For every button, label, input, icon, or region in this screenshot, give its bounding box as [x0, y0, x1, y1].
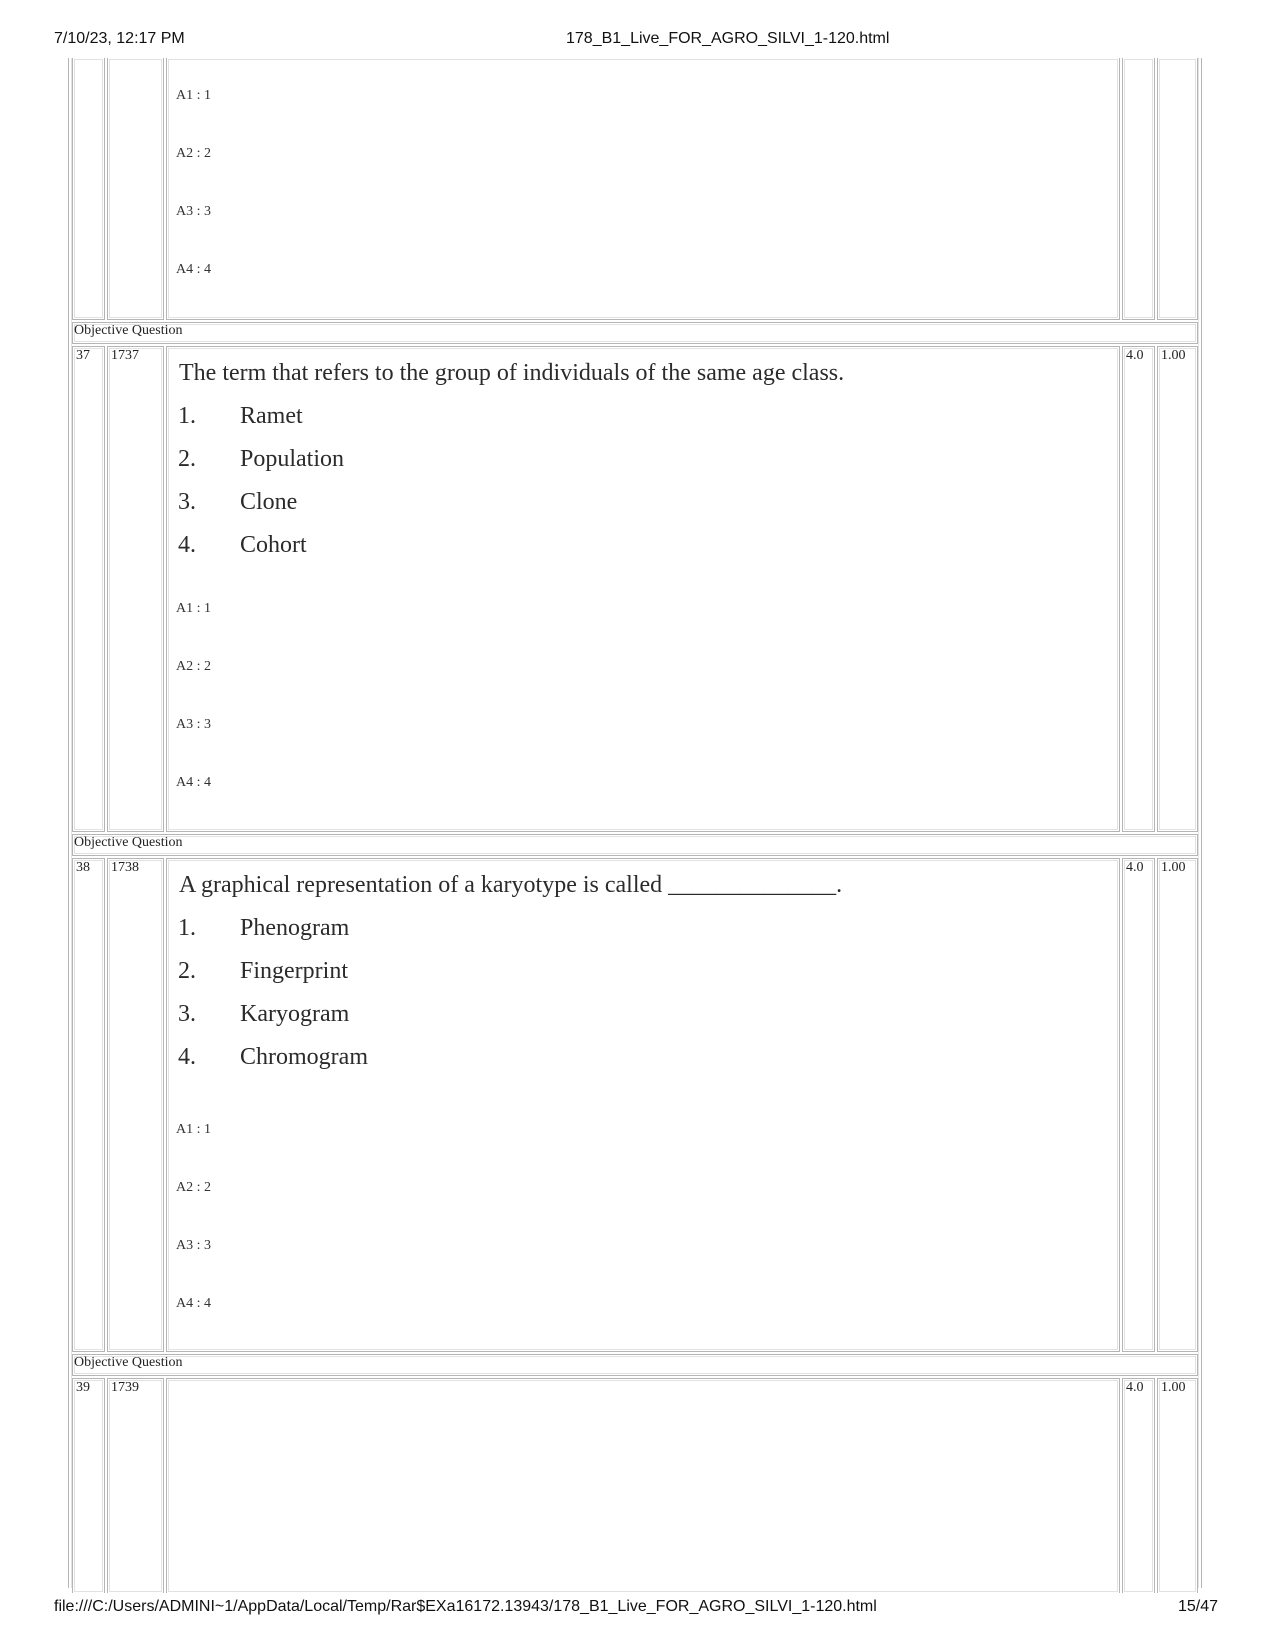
answer-option-3: A3 : 3: [176, 1238, 211, 1253]
question-marks: 4.0: [1126, 860, 1144, 875]
id-cell: [107, 58, 164, 320]
option-text: Phenogram: [240, 915, 350, 941]
answer-option-4: A4 : 4: [176, 775, 211, 790]
print-file-path: file:///C:/Users/ADMINI~1/AppData/Local/Temp/Rar$EXa16172.13943/178_B1_Live_FOR_AGRO_SILVI_1-120.html: [54, 1598, 877, 1615]
option-number: 2.: [178, 958, 196, 984]
option-number: 3.: [178, 489, 196, 515]
answer-option-1: A1 : 1: [176, 1122, 211, 1137]
print-document-title: 178_B1_Live_FOR_AGRO_SILVI_1-120.html: [566, 30, 890, 47]
question-type-label: Objective Question: [74, 323, 183, 338]
question-id: 1739: [111, 1380, 139, 1395]
option-number: 3.: [178, 1001, 196, 1027]
option-text: Fingerprint: [240, 958, 348, 984]
answer-option-1: A1 : 1: [176, 601, 211, 616]
id-cell: [107, 346, 164, 832]
id-cell: [107, 1378, 164, 1593]
sr-cell: [72, 1378, 105, 1593]
print-page-number: 15/47: [1178, 1598, 1219, 1615]
answer-option-2: A2 : 2: [176, 1180, 211, 1195]
question-id: 1737: [111, 348, 139, 363]
question-type-row: [72, 1354, 1198, 1376]
answer-option-3: A3 : 3: [176, 717, 211, 732]
question-type-label: Objective Question: [74, 835, 183, 850]
answer-option-1: A1 : 1: [176, 88, 211, 103]
question-negative-marks: 1.00: [1161, 1380, 1186, 1395]
answer-option-3: A3 : 3: [176, 204, 211, 219]
question-serial: 38: [76, 860, 90, 875]
negative-cell: [1157, 1378, 1198, 1593]
option-text: Clone: [240, 489, 298, 515]
option-text: Cohort: [240, 532, 307, 558]
negative-cell: [1157, 58, 1198, 320]
question-cell: [166, 346, 1120, 832]
answer-option-4: A4 : 4: [176, 1296, 211, 1311]
question-text: The term that refers to the group of individuals of the same age class.: [179, 360, 845, 386]
option-number: 2.: [178, 446, 196, 472]
answer-option-2: A2 : 2: [176, 146, 211, 161]
negative-cell: [1157, 346, 1198, 832]
table-left-border: [68, 58, 69, 1588]
marks-cell: [1122, 58, 1155, 320]
question-marks: 4.0: [1126, 1380, 1144, 1395]
option-text: Chromogram: [240, 1044, 368, 1070]
option-number: 1.: [178, 403, 196, 429]
question-negative-marks: 1.00: [1161, 348, 1186, 363]
answer-option-2: A2 : 2: [176, 659, 211, 674]
negative-cell: [1157, 858, 1198, 1352]
option-number: 4.: [178, 1044, 196, 1070]
question-text: A graphical representation of a karyotype is called ______________.: [179, 872, 843, 898]
print-datetime: 7/10/23, 12:17 PM: [54, 30, 185, 47]
question-serial: 37: [76, 348, 90, 363]
sr-cell: [72, 858, 105, 1352]
option-number: 1.: [178, 915, 196, 941]
question-type-row: [72, 834, 1198, 856]
answer-option-4: A4 : 4: [176, 262, 211, 277]
id-cell: [107, 858, 164, 1352]
sr-cell: [72, 58, 105, 320]
option-text: Population: [240, 446, 345, 472]
question-type-row: [72, 322, 1198, 344]
option-text: Ramet: [240, 403, 303, 429]
question-negative-marks: 1.00: [1161, 860, 1186, 875]
option-text: Karyogram: [240, 1001, 350, 1027]
marks-cell: [1122, 1378, 1155, 1593]
question-marks: 4.0: [1126, 348, 1144, 363]
question-cell: [166, 58, 1120, 320]
table-right-border: [1201, 58, 1202, 1588]
table-right-border-inner: [1198, 58, 1199, 1588]
question-id: 1738: [111, 860, 139, 875]
question-type-label: Objective Question: [74, 1355, 183, 1370]
marks-cell: [1122, 346, 1155, 832]
sr-cell: [72, 346, 105, 832]
question-cell: [166, 1378, 1120, 1593]
question-serial: 39: [76, 1380, 90, 1395]
option-number: 4.: [178, 532, 196, 558]
marks-cell: [1122, 858, 1155, 1352]
